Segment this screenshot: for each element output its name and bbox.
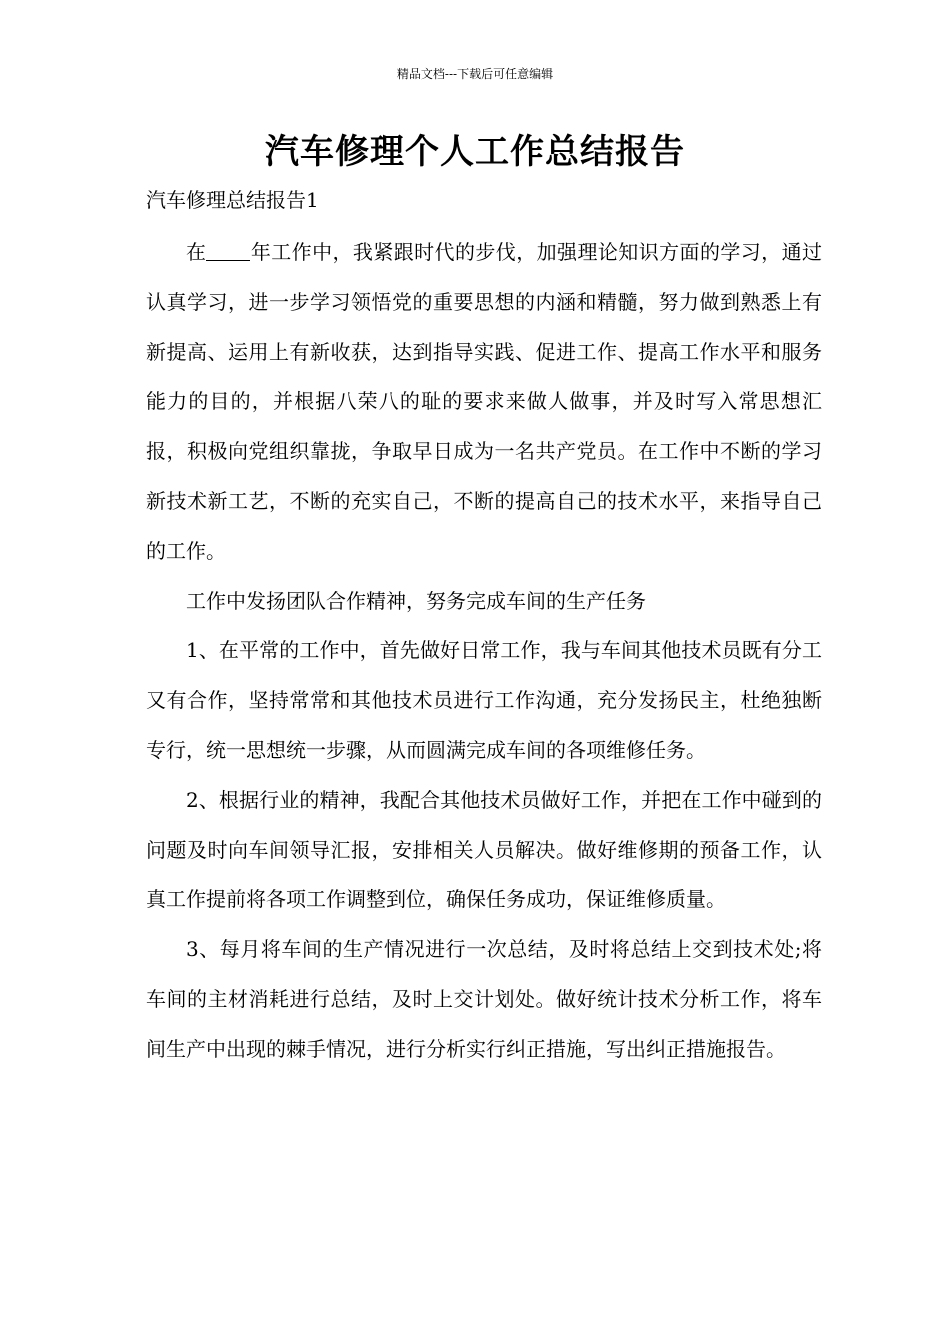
paragraph-3: 1、在平常的工作中，首先做好日常工作，我与车间其他技术员既有分工又有合作，坚持常常和其他技术员进行工作沟通，充分发扬民主，杜绝独断专行，统一思想统一步骤，从而圆满完成车间的各项维修任务。	[146, 638, 822, 762]
header-note: 精品文档---下载后可任意编辑	[396, 67, 554, 81]
paragraph-2: 工作中发扬团队合作精神，努务完成车间的生产任务	[186, 588, 646, 613]
fill-in-blank	[206, 259, 250, 261]
page-title: 汽车修理个人工作总结报告	[265, 132, 685, 172]
document-body	[146, 228, 822, 1075]
paragraph-4: 2、根据行业的精神，我配合其他技术员做好工作，并把在工作中碰到的问题及时向车间领导汇报，安排相关人员解决。做好维修期的预备工作，认真工作提前将各项工作调整到位，确保任务成功，保证维修质量。	[146, 787, 822, 912]
paragraph-1	[146, 228, 822, 577]
section-subtitle: 汽车修理总结报告1	[146, 188, 319, 212]
paragraph-1-rest: 年工作中，我紧跟时代的步伐，加强理论知识方面的学习，通过认真学习，进一步学习领悟党的重要思想的内涵和精髓，努力做到熟悉上有新提高、运用上有新收获，达到指导实践、促进工作、提高工作水平和服务能力的目的，并根据八荣八的耻的要求来做人做事，并及时写入常思想汇报，积极向党组织靠拢，争取早日成为一名共产党员。在工作中不断的学习新技术新工艺，不断的充实自己，不断的提高自己的技术水平，来指导自己的工作。	[146, 240, 823, 563]
paragraph-1-start: 在	[186, 240, 207, 264]
paragraph-5: 3、每月将车间的生产情况进行一次总结，及时将总结上交到技术处;将车间的主材消耗进行总结，及时上交计划处。做好统计技术分析工作，将车间生产中出现的棘手情况，进行分析实行纠正措施，写出纠正措施报告。	[146, 937, 822, 1061]
